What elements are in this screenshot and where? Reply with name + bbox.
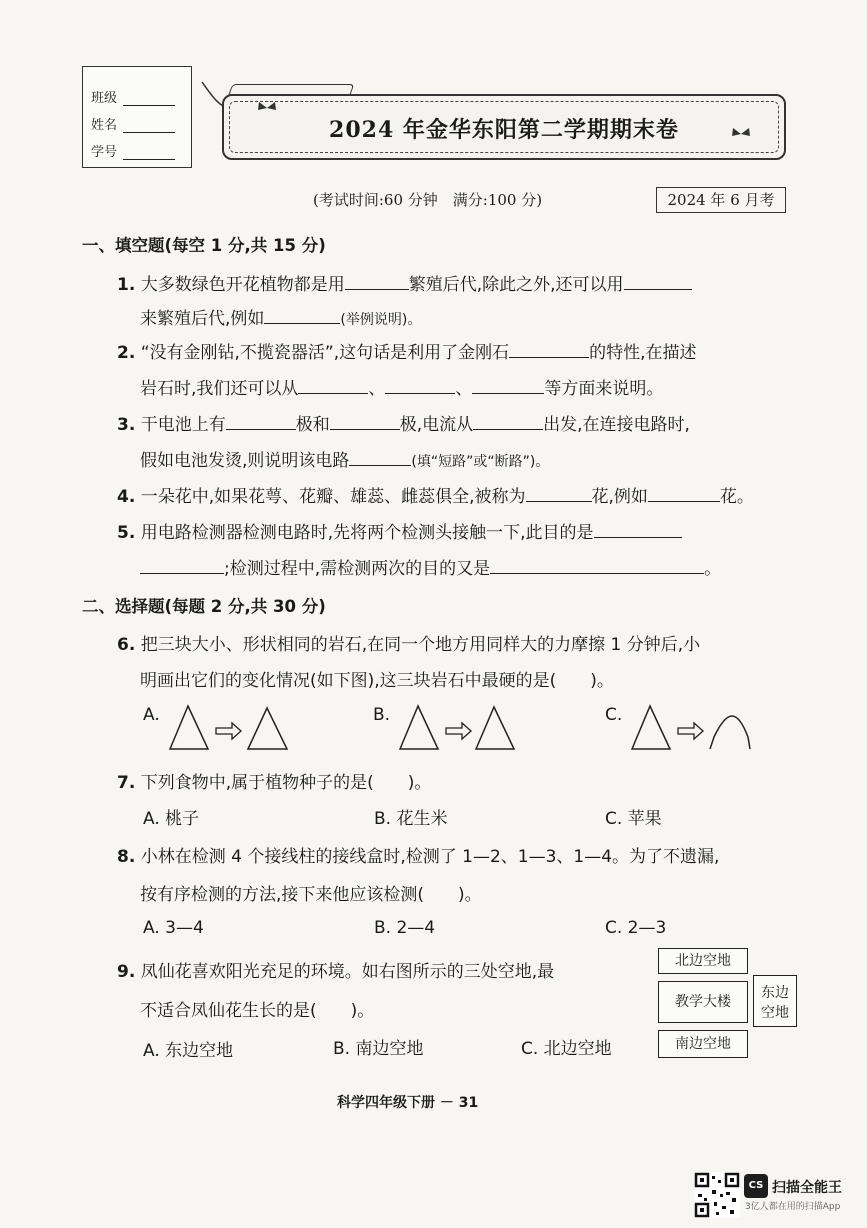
map-east-label-1: 东边	[761, 985, 789, 1001]
answer-blank[interactable]	[594, 523, 682, 538]
map-east-plot	[753, 975, 797, 1027]
student-id-label: 学号	[91, 145, 118, 160]
question-5-line-2: ;检测过程中,需检测两次的目的又是 。	[140, 554, 721, 579]
option-6b-label[interactable]: B.	[373, 705, 391, 725]
question-3-line-2: 假如电池发烫,则说明该电路 (填“短路”或“断路”)。	[140, 451, 550, 471]
map-north-plot: 北边空地	[658, 948, 748, 974]
camscanner-logo-icon: CS	[744, 1174, 768, 1198]
question-9-line-1: 9. 凤仙花喜欢阳光充足的环境。如右图所示的三处空地,最	[117, 962, 555, 982]
question-6-line-2: 明画出它们的变化情况(如下图),这三块岩石中最硬的是( )。	[140, 671, 614, 691]
class-label: 班级	[91, 91, 118, 106]
answer-blank[interactable]	[264, 309, 340, 324]
answer-blank[interactable]	[330, 415, 400, 430]
answer-blank[interactable]	[349, 451, 411, 466]
map-south-plot: 南边空地	[658, 1030, 748, 1058]
student-info-box	[82, 66, 192, 168]
question-7: 7. 下列食物中,属于植物种子的是( )。	[117, 773, 432, 793]
answer-blank[interactable]	[140, 559, 224, 574]
answer-blank[interactable]	[526, 487, 592, 502]
option-8b[interactable]: B. 2—4	[374, 918, 436, 938]
option-6a-label[interactable]: A.	[143, 705, 160, 725]
answer-blank[interactable]	[509, 343, 589, 358]
question-8-line-2: 按有序检测的方法,接下来他应该检测( )。	[140, 885, 482, 905]
name-field	[91, 114, 175, 133]
page-footer: 科学四年级下册 － 31	[337, 1095, 479, 1111]
answer-blank[interactable]	[473, 415, 543, 430]
option-7a[interactable]: A. 桃子	[143, 809, 200, 829]
app-name: 扫描全能王	[772, 1180, 842, 1196]
map-teaching-building: 教学大楼	[658, 981, 748, 1023]
section-2-title: 二、选择题(每题 2 分,共 30 分)	[82, 597, 326, 616]
answer-blank[interactable]	[624, 275, 692, 290]
option-9a[interactable]: A. 东边空地	[143, 1041, 234, 1061]
option-9c[interactable]: C. 北边空地	[521, 1039, 612, 1059]
question-9-line-2: 不适合凤仙花生长的是( )。	[140, 1001, 375, 1021]
qr-code-icon	[694, 1172, 740, 1218]
option-9b[interactable]: B. 南边空地	[333, 1039, 424, 1059]
butterfly-icon	[256, 100, 278, 116]
page-title: 2024 年金华东阳第二学期期末卷	[329, 117, 679, 143]
title-banner	[222, 94, 786, 160]
answer-blank[interactable]	[345, 275, 409, 290]
exam-date-box: 2024 年 6 月考	[656, 187, 786, 213]
butterfly-icon	[730, 126, 752, 142]
question-1-line-2: 来繁殖后代,例如 (举例说明)。	[140, 309, 422, 329]
student-id-field	[91, 141, 175, 160]
answer-blank[interactable]	[490, 559, 704, 574]
question-2-line-1: 2. “没有金刚钻,不揽瓷器活”,这句话是利用了金刚石 的特性,在描述	[117, 343, 697, 363]
option-7c[interactable]: C. 苹果	[605, 809, 662, 829]
question-2-line-2: 岩石时,我们还可以从 、 、 等方面来说明。	[140, 379, 664, 399]
answer-blank[interactable]	[648, 487, 720, 502]
app-tagline: 3亿人都在用的扫描App	[745, 1202, 841, 1212]
rock-figure-b	[396, 702, 522, 752]
map-east-label-2: 空地	[761, 1005, 789, 1021]
rock-figure-a	[166, 702, 292, 752]
answer-blank[interactable]	[298, 379, 368, 394]
question-3-line-1: 3. 干电池上有 极和 极,电流从 出发,在连接电路时,	[117, 415, 690, 435]
option-6c-label[interactable]: C.	[605, 705, 623, 725]
class-field	[91, 87, 175, 106]
question-4: 4. 一朵花中,如果花萼、花瓣、雄蕊、雌蕊俱全,被称为 花,例如 花。	[117, 487, 754, 507]
section-1-title: 一、填空题(每空 1 分,共 15 分)	[82, 236, 326, 255]
question-6-line-1: 6. 把三块大小、形状相同的岩石,在同一个地方用同样大的力摩擦 1 分钟后,小	[117, 635, 701, 655]
option-8a[interactable]: A. 3—4	[143, 918, 204, 938]
question-8-line-1: 8. 小林在检测 4 个接线柱的接线盒时,检测了 1—2、1—3、1—4。为了不遗漏,	[117, 847, 720, 867]
question-1-line-1: 1. 大多数绿色开花植物都是用 繁殖后代,除此之外,还可以用	[117, 270, 692, 295]
rock-figure-c	[628, 702, 754, 752]
exam-meta: (考试时间:60 分钟 满分:100 分)	[313, 191, 543, 209]
option-8c[interactable]: C. 2—3	[605, 918, 667, 938]
option-7b[interactable]: B. 花生米	[374, 809, 448, 829]
answer-blank[interactable]	[226, 415, 296, 430]
answer-blank[interactable]	[385, 379, 455, 394]
name-label: 姓名	[91, 118, 118, 133]
answer-blank[interactable]	[472, 379, 544, 394]
question-5-line-1: 5. 用电路检测器检测电路时,先将两个检测头接触一下,此目的是	[117, 518, 682, 543]
